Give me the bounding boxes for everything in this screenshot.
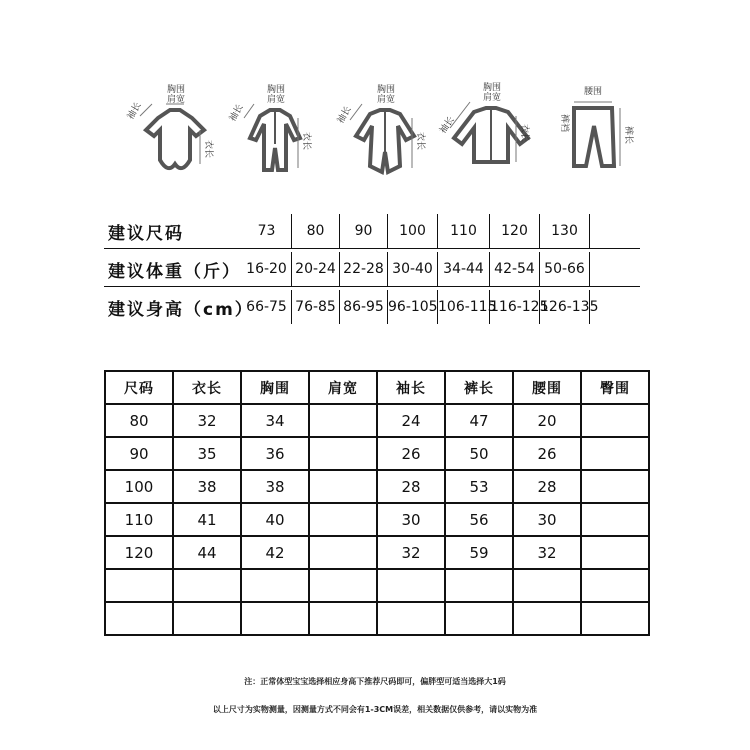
table-row [105,470,649,503]
size-cell: 110 [438,214,490,248]
height-cell: 66-75 [242,290,292,324]
label-length: 衣长 [415,132,425,151]
header-sleeve: 袖长 [377,371,445,404]
table-cell: 26 [377,437,445,470]
height-cell: 96-105 [388,290,438,324]
table-cell [241,602,309,635]
table-header-row [105,371,649,404]
suggest-weight-row [104,252,590,286]
label-chest: 胸围 [167,85,186,95]
table-cell [581,536,649,569]
table-cell: 36 [241,437,309,470]
weight-cell: 22-28 [340,252,388,286]
size-cell: 100 [388,214,438,248]
table-cell [377,569,445,602]
suggest-height-label: 建议身高（cm） [108,299,254,320]
table-row [105,536,649,569]
table-cell: 32 [173,404,241,437]
table-cell [581,404,649,437]
header-hip: 臀围 [581,371,649,404]
label-sleeve: 袖长 [335,104,354,126]
table-cell: 59 [445,536,513,569]
pants-icon [540,78,650,188]
jacket-icon [436,78,546,188]
weight-cell: 16-20 [242,252,292,286]
table-cell [513,602,581,635]
height-cell: 86-95 [340,290,388,324]
label-length: 衣长 [203,140,213,159]
table-cell [581,437,649,470]
weight-cell: 50-66 [540,252,590,286]
table-cell: 42 [241,536,309,569]
weight-cell: 30-40 [388,252,438,286]
label-shoulder: 肩宽 [167,95,186,105]
table-cell: 32 [377,536,445,569]
table-row [105,602,649,635]
header-waist: 腰围 [513,371,581,404]
garment-diagrams [120,78,633,188]
short-romper-icon [120,78,230,188]
note-line-2: 以上尺寸为实物测量，因测量方式不同会有1-3CM误差，相关数据仅供参考，请以实物为准 [212,705,538,714]
header-chest: 胸围 [241,371,309,404]
table-cell: 32 [513,536,581,569]
table-cell [377,602,445,635]
table-cell: 80 [105,404,173,437]
header-pants-length: 裤长 [445,371,513,404]
table-cell: 53 [445,470,513,503]
table-cell [309,503,377,536]
label-shoulder: 肩宽 [377,95,396,105]
table-cell: 56 [445,503,513,536]
table-cell: 28 [377,470,445,503]
label-chest: 胸围 [377,85,396,95]
table-cell: 30 [513,503,581,536]
table-cell: 40 [241,503,309,536]
table-cell [105,569,173,602]
table-cell: 20 [513,404,581,437]
table-cell [173,569,241,602]
table-cell: 50 [445,437,513,470]
table-cell [581,503,649,536]
table-cell [445,602,513,635]
table-row [105,437,649,470]
label-length: 衣长 [301,132,311,151]
suggest-size-label: 建议尺码 [108,223,184,244]
table-cell: 110 [105,503,173,536]
table-cell [173,602,241,635]
weight-cell: 20-24 [292,252,340,286]
table-cell: 41 [173,503,241,536]
label-chest: 胸围 [267,85,286,95]
suggest-height-row [104,290,599,324]
table-cell [513,569,581,602]
note-line-1: 注：正常体型宝宝选择相应身高下推荐尺码即可，偏胖型可适当选择大1码 [244,677,506,686]
measurement-table [104,370,650,636]
table-cell: 90 [105,437,173,470]
weight-cell: 34-44 [438,252,490,286]
table-row [105,404,649,437]
row-divider [104,286,640,287]
label-sleeve: 袖长 [125,100,144,122]
table-cell [105,602,173,635]
label-rise: 裤裆 [559,114,569,133]
row-divider [104,248,640,249]
size-cell: 80 [292,214,340,248]
suggested-size-table [104,214,644,326]
table-cell: 35 [173,437,241,470]
header-shoulder: 肩宽 [309,371,377,404]
label-shoulder: 肩宽 [267,95,286,105]
label-pants-length: 裤长 [623,126,633,145]
long-romper-icon [220,78,330,188]
table-cell: 44 [173,536,241,569]
height-cell: 106-115 [438,290,490,324]
table-cell: 100 [105,470,173,503]
table-cell [241,569,309,602]
height-cell: 76-85 [292,290,340,324]
size-cell: 73 [242,214,292,248]
table-cell [309,404,377,437]
table-cell [309,602,377,635]
table-cell: 24 [377,404,445,437]
suggest-weight-label: 建议体重（斤） [108,261,241,282]
size-cell: 120 [490,214,540,248]
table-cell [581,602,649,635]
height-cell: 116-125 [490,290,540,324]
table-cell: 26 [513,437,581,470]
label-shoulder: 肩宽 [483,93,502,103]
table-row [105,503,649,536]
open-romper-icon [330,78,440,188]
weight-cell: 42-54 [490,252,540,286]
size-cell: 130 [540,214,590,248]
table-cell: 38 [173,470,241,503]
table-cell: 120 [105,536,173,569]
table-cell [309,569,377,602]
header-length: 衣长 [173,371,241,404]
label-sleeve: 袖长 [227,102,246,124]
table-cell [309,437,377,470]
table-cell [309,470,377,503]
suggest-size-row [104,214,590,248]
table-cell [581,470,649,503]
label-waist: 腰围 [584,87,603,97]
table-cell [581,569,649,602]
label-chest: 胸围 [483,83,502,93]
table-cell [445,569,513,602]
table-row [105,569,649,602]
table-cell [309,536,377,569]
table-cell: 38 [241,470,309,503]
table-cell: 30 [377,503,445,536]
table-cell: 34 [241,404,309,437]
header-size: 尺码 [105,371,173,404]
table-cell: 47 [445,404,513,437]
label-sleeve: 袖长 [438,115,457,136]
size-cell: 90 [340,214,388,248]
label-length: 衣长 [519,124,529,143]
height-cell: 126-135 [540,290,590,324]
table-cell: 28 [513,470,581,503]
